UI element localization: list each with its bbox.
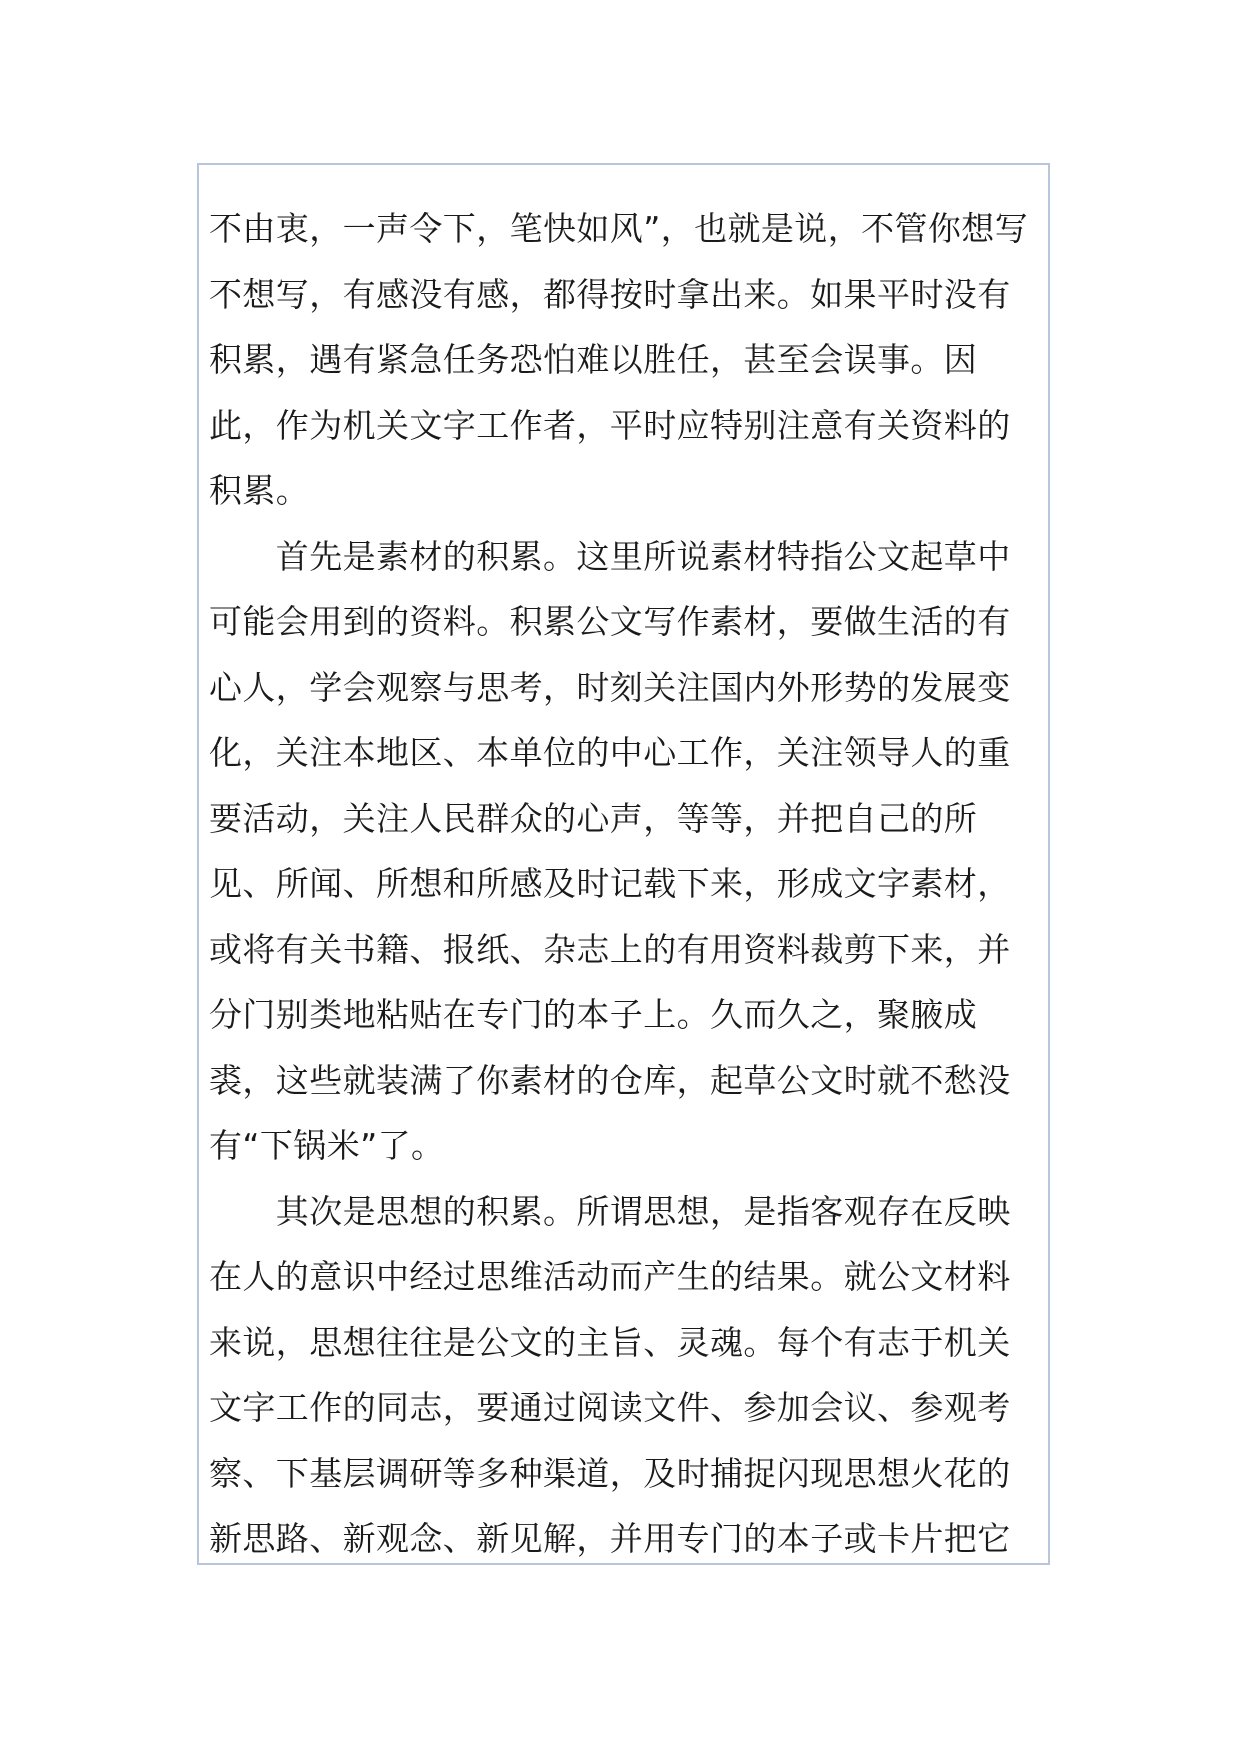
text-line: 新思路、新观念、新见解，并用专门的本子或卡片把它	[209, 1519, 1011, 1558]
text-line: 裘，这些就装满了你素材的仓库，起草公文时就不愁没	[209, 1060, 1011, 1100]
body-text	[209, 196, 1039, 1565]
text-line: 首先是素材的积累。这里所说素材特指公文起草中	[209, 536, 1011, 576]
text-line: 积累，遇有紧急任务恐怕难以胜任，甚至会误事。因	[209, 340, 978, 379]
text-line: 可能会用到的资料。积累公文写作素材，要做生活的有	[209, 602, 1011, 641]
text-line: 此，作为机关文字工作者，平时应特别注意有关资料的	[209, 405, 1011, 445]
text-line: 在人的意识中经过思维活动而产生的结果。就公文材料	[209, 1257, 1011, 1296]
text-line: 化，关注本地区、本单位的中心工作，关注领导人的重	[209, 733, 1011, 772]
text-line: 分门别类地粘贴在专门的本子上。久而久之，聚腋成	[209, 995, 978, 1034]
text-frame	[197, 163, 1050, 1565]
text-line: 文字工作的同志，要通过阅读文件、参加会议、参观考	[209, 1388, 1011, 1427]
text-line: 来说，思想往往是公文的主旨、灵魂。每个有志于机关	[209, 1322, 1011, 1362]
text-line: 心人，学会观察与思考，时刻关注国内外形势的发展变	[209, 667, 1011, 707]
text-line: 有“下锅米”了。	[209, 1126, 445, 1165]
text-line: 不由衷，一声令下，笔快如风”，也就是说，不管你想写	[209, 209, 1029, 248]
text-line: 要活动，关注人民群众的心声，等等，并把自己的所	[209, 798, 978, 838]
text-line: 或将有关书籍、报纸、杂志上的有用资料裁剪下来，并	[209, 929, 1011, 969]
text-line: 察、下基层调研等多种渠道，及时捕捉闪现思想火花的	[209, 1453, 1011, 1493]
text-line: 不想写，有感没有感，都得按时拿出来。如果平时没有	[209, 274, 1011, 314]
text-line: 见、所闻、所想和所感及时记载下来，形成文字素材，	[209, 864, 1011, 903]
text-line: 积累。	[209, 471, 310, 510]
text-line: 其次是思想的积累。所谓思想，是指客观存在反映	[209, 1191, 1011, 1231]
